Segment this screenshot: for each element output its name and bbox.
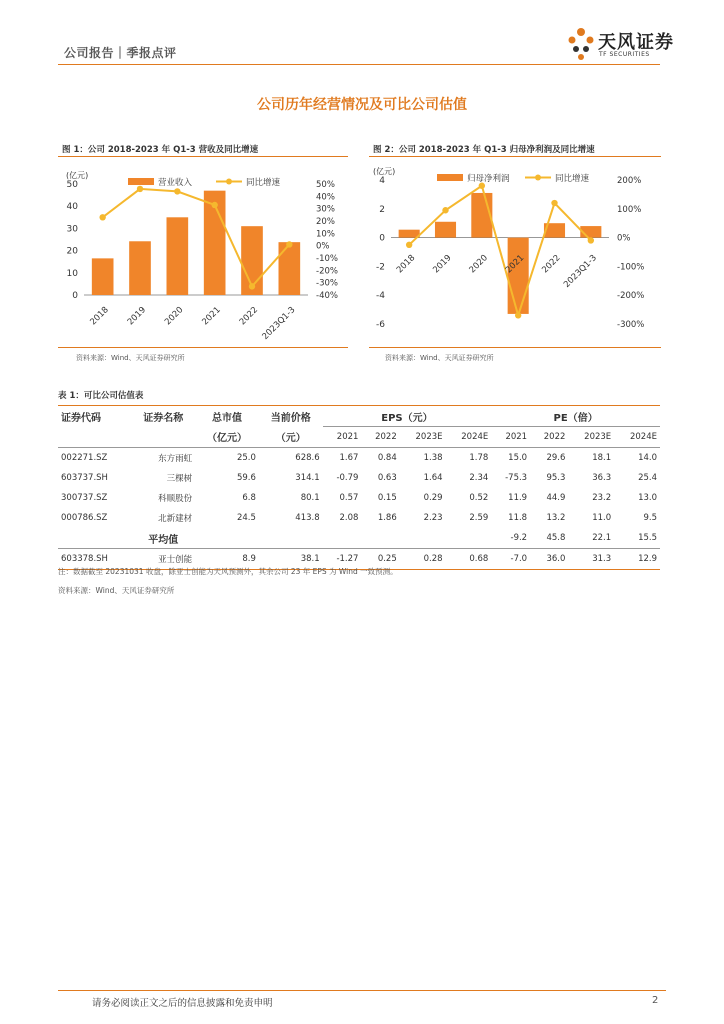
- table-row: [58, 448, 660, 469]
- year-header: 2023E: [415, 432, 443, 442]
- table-cell: 11.9: [508, 493, 528, 503]
- bar: [279, 242, 301, 295]
- y2-tick-label: 10%: [316, 229, 335, 240]
- table-row: [58, 488, 660, 508]
- average-value: 45.8: [546, 533, 566, 543]
- table-cell: -0.79: [336, 473, 359, 483]
- logo-mark-icon: [566, 26, 596, 64]
- table-row: [58, 468, 660, 488]
- table-cell: 东方雨虹: [158, 454, 193, 464]
- header-divider: [58, 64, 660, 65]
- y-tick-label: -2: [376, 262, 385, 273]
- table-cell: -7.0: [510, 554, 528, 564]
- chart-net-profit: [369, 158, 661, 348]
- table-cell: 24.5: [236, 513, 256, 523]
- report-type: 公司报告｜季报点评: [64, 46, 177, 60]
- table-cell: 2.08: [339, 513, 359, 523]
- table-cell: 13.2: [546, 513, 566, 523]
- x-tick-label: 2019: [431, 253, 454, 276]
- y-tick-label: 0: [379, 233, 385, 244]
- figure-1-title: 图 1：公司 2018-2023 年 Q1-3 营收及同比增速: [62, 145, 259, 155]
- y2-tick-label: -200%: [617, 291, 645, 302]
- y2-tick-label: -100%: [617, 262, 645, 273]
- bar: [508, 238, 529, 314]
- table-cell: 000786.SZ: [61, 513, 108, 523]
- x-tick-label: 2018: [88, 305, 111, 328]
- x-tick-label: 2023Q1-3: [260, 305, 298, 342]
- table-cell: 36.0: [546, 554, 566, 564]
- growth-point: [286, 241, 292, 247]
- growth-point: [137, 186, 143, 192]
- x-tick-label: 2019: [125, 305, 149, 328]
- table-header-row-2: [58, 427, 660, 448]
- table-cell: 002271.SZ: [61, 453, 108, 463]
- y2-tick-label: -20%: [316, 266, 338, 277]
- x-tick-label: 2022: [540, 253, 563, 276]
- y-tick-label: 30: [66, 224, 78, 235]
- table-cell: 38.1: [300, 554, 320, 564]
- header-pe: PE（倍）: [491, 406, 660, 427]
- table-cell: 1.86: [377, 513, 397, 523]
- page-number: 2: [652, 995, 659, 1006]
- y-tick-label: 2: [379, 204, 385, 215]
- table-cell: 0.84: [377, 453, 397, 463]
- table-cell: 2.34: [469, 473, 489, 483]
- y-tick-label: 20: [66, 246, 78, 257]
- table-cell: 0.15: [377, 493, 397, 503]
- y-tick-label: 40: [66, 202, 78, 213]
- year-header: 2024E: [461, 432, 489, 442]
- table-cell: 0.57: [339, 493, 359, 503]
- table-cell: 0.25: [377, 554, 397, 564]
- y2-tick-label: 20%: [316, 217, 335, 227]
- table-cell: 11.0: [592, 513, 612, 523]
- table-cell: 603737.SH: [61, 473, 108, 483]
- year-header: 2024E: [629, 432, 657, 442]
- growth-point: [249, 283, 255, 289]
- table-cell: 8.9: [242, 554, 256, 564]
- table-cell: 0.28: [423, 554, 443, 564]
- legend-bar-swatch: [437, 174, 463, 181]
- average-value: 15.5: [638, 533, 657, 543]
- x-tick-label: 2020: [467, 253, 490, 276]
- growth-point: [588, 237, 594, 243]
- legend-line-marker: [535, 175, 541, 181]
- table-cell: 31.3: [592, 554, 612, 564]
- table-cell: 23.2: [592, 493, 612, 503]
- year-header: 2021: [336, 432, 359, 442]
- table-cell: 603378.SH: [61, 554, 108, 564]
- table-cell: 80.1: [300, 493, 320, 503]
- figure-1-bottom-rule: [58, 347, 348, 348]
- table-cell: 36.3: [592, 473, 612, 483]
- table-header-row-1: [58, 406, 660, 427]
- average-value: 22.1: [592, 533, 612, 543]
- table-cell: 12.9: [638, 554, 657, 564]
- y2-tick-label: 200%: [617, 176, 642, 186]
- x-tick-label: 2021: [200, 305, 223, 328]
- table-cell: 2.59: [469, 513, 489, 523]
- table-row: [58, 508, 660, 528]
- figure-2-top-rule: [369, 156, 661, 157]
- y2-tick-label: 100%: [617, 204, 642, 215]
- table-cell: 北新建材: [158, 514, 193, 524]
- header-price-unit: （元）: [275, 433, 306, 445]
- section-title: 公司历年经营情况及可比公司估值: [257, 97, 467, 113]
- table-cell: 29.6: [546, 453, 566, 463]
- table-row-average: [58, 528, 660, 549]
- y2-tick-label: 0%: [617, 233, 631, 244]
- figure-2-title: 图 2：公司 2018-2023 年 Q1-3 归母净利润及同比增速: [373, 145, 595, 155]
- table-cell: 13.0: [638, 493, 657, 503]
- table-note: 注：数据截至 20231031 收盘，除亚士创能为天风预测外，其余公司 23 年 EPS 为 Wind 一致预测。: [58, 567, 398, 576]
- year-header: 2022: [375, 432, 397, 442]
- table-cell: 25.0: [236, 453, 256, 463]
- bar: [167, 217, 189, 295]
- table-cell: 6.8: [242, 493, 256, 503]
- table-cell: 0.29: [423, 493, 443, 503]
- table-cell: 0.63: [377, 473, 397, 483]
- header-code: 证券代码: [61, 412, 101, 424]
- table-cell: 1.67: [339, 453, 359, 463]
- table-cell: 0.52: [469, 493, 489, 503]
- table-cell: -75.3: [505, 473, 528, 483]
- table-cell: 1.64: [423, 473, 443, 483]
- x-tick-label: 2022: [237, 305, 261, 328]
- valuation-table: [58, 405, 660, 570]
- figure-1-source: 资料来源：Wind、天风证券研究所: [76, 354, 185, 362]
- table-cell: 15.0: [508, 453, 528, 463]
- figure-1-top-rule: [58, 156, 348, 157]
- bar: [92, 258, 114, 295]
- growth-point: [406, 242, 412, 248]
- x-tick-label: 2021: [503, 253, 527, 276]
- y-tick-label: 0: [72, 291, 78, 301]
- y-axis-unit: (亿元): [373, 167, 396, 176]
- legend-label: 归母净利润: [467, 174, 510, 184]
- legend-bar-swatch: [128, 178, 154, 185]
- table-cell: 科顺股份: [158, 494, 193, 504]
- y-tick-label: -4: [376, 291, 385, 302]
- table-cell: 314.1: [295, 473, 320, 483]
- header-mcap: 总市值: [212, 412, 242, 424]
- growth-line: [409, 186, 591, 316]
- y2-tick-label: 40%: [316, 192, 335, 203]
- y-tick-label: 10: [66, 268, 78, 279]
- table-cell: 95.3: [546, 473, 566, 483]
- table-cell: 三棵树: [166, 474, 193, 484]
- table-cell: 11.8: [508, 513, 528, 523]
- table-cell: 9.5: [643, 513, 657, 523]
- table-cell: 14.0: [638, 453, 657, 463]
- chart-revenue: [58, 158, 348, 348]
- table-cell: 18.1: [592, 453, 612, 463]
- figure-2-bottom-rule: [369, 347, 661, 348]
- growth-point: [174, 188, 180, 194]
- bar: [435, 222, 456, 238]
- growth-point: [211, 202, 217, 208]
- x-tick-label: 2020: [163, 305, 186, 328]
- table-cell: 亚士创能: [158, 555, 193, 565]
- table-cell: 0.68: [469, 554, 489, 564]
- table-cell: 1.78: [469, 453, 489, 463]
- table-cell: 44.9: [546, 493, 566, 503]
- table-cell: 300737.SZ: [61, 493, 108, 503]
- table-cell: -1.27: [336, 554, 359, 564]
- year-header: 2021: [505, 432, 528, 442]
- header-mcap-unit: （亿元）: [207, 433, 247, 445]
- average-label: 平均值: [148, 534, 179, 546]
- company-logo: [566, 26, 676, 66]
- bar: [129, 241, 151, 295]
- y2-tick-label: 50%: [316, 180, 335, 190]
- header-name: 证券名称: [143, 412, 184, 424]
- growth-point: [515, 312, 521, 318]
- year-header: 2022: [543, 432, 566, 442]
- year-header: 2023E: [584, 432, 612, 442]
- average-value: -9.2: [510, 533, 528, 543]
- growth-point: [99, 214, 105, 220]
- table-cell: 413.8: [295, 513, 320, 523]
- growth-point: [442, 207, 448, 213]
- y2-tick-label: -300%: [617, 320, 645, 330]
- footer-divider: [58, 990, 666, 991]
- table-source: 资料来源：Wind、天风证券研究所: [58, 586, 175, 595]
- y2-tick-label: 0%: [316, 241, 330, 252]
- table-cell: 25.4: [638, 473, 657, 483]
- legend-label: 同比增速: [246, 178, 281, 188]
- logo-subtext: TF SECURITIES: [599, 51, 650, 58]
- legend-label: 同比增速: [555, 174, 590, 184]
- x-tick-label: 2023Q1-3: [562, 253, 599, 290]
- y-tick-label: -6: [376, 320, 385, 330]
- figure-2-source: 资料来源：Wind、天风证券研究所: [385, 354, 494, 362]
- y2-tick-label: -10%: [316, 254, 338, 264]
- x-tick-label: 2018: [394, 253, 418, 276]
- legend-line-marker: [226, 179, 232, 185]
- table-cell: 2.23: [423, 513, 443, 523]
- footer-disclaimer: 请务必阅读正文之后的信息披露和免责申明: [92, 998, 273, 1009]
- y-tick-label: 50: [66, 180, 78, 190]
- logo-text: 天风证券: [598, 32, 674, 53]
- header-price: 当前价格: [270, 412, 311, 424]
- table-title: 表 1：可比公司估值表: [58, 391, 144, 401]
- y2-tick-label: 30%: [316, 204, 335, 215]
- growth-point: [551, 200, 557, 206]
- y2-tick-label: -40%: [316, 291, 338, 301]
- table-cell: 628.6: [295, 453, 320, 463]
- table-cell: 1.38: [423, 453, 443, 463]
- header-eps: EPS（元）: [323, 406, 492, 427]
- table-cell: 59.6: [236, 473, 256, 483]
- y-tick-label: 4: [379, 176, 385, 186]
- legend-label: 营业收入: [158, 178, 193, 188]
- y2-tick-label: -30%: [316, 278, 338, 289]
- y-axis-unit: (亿元): [66, 171, 89, 180]
